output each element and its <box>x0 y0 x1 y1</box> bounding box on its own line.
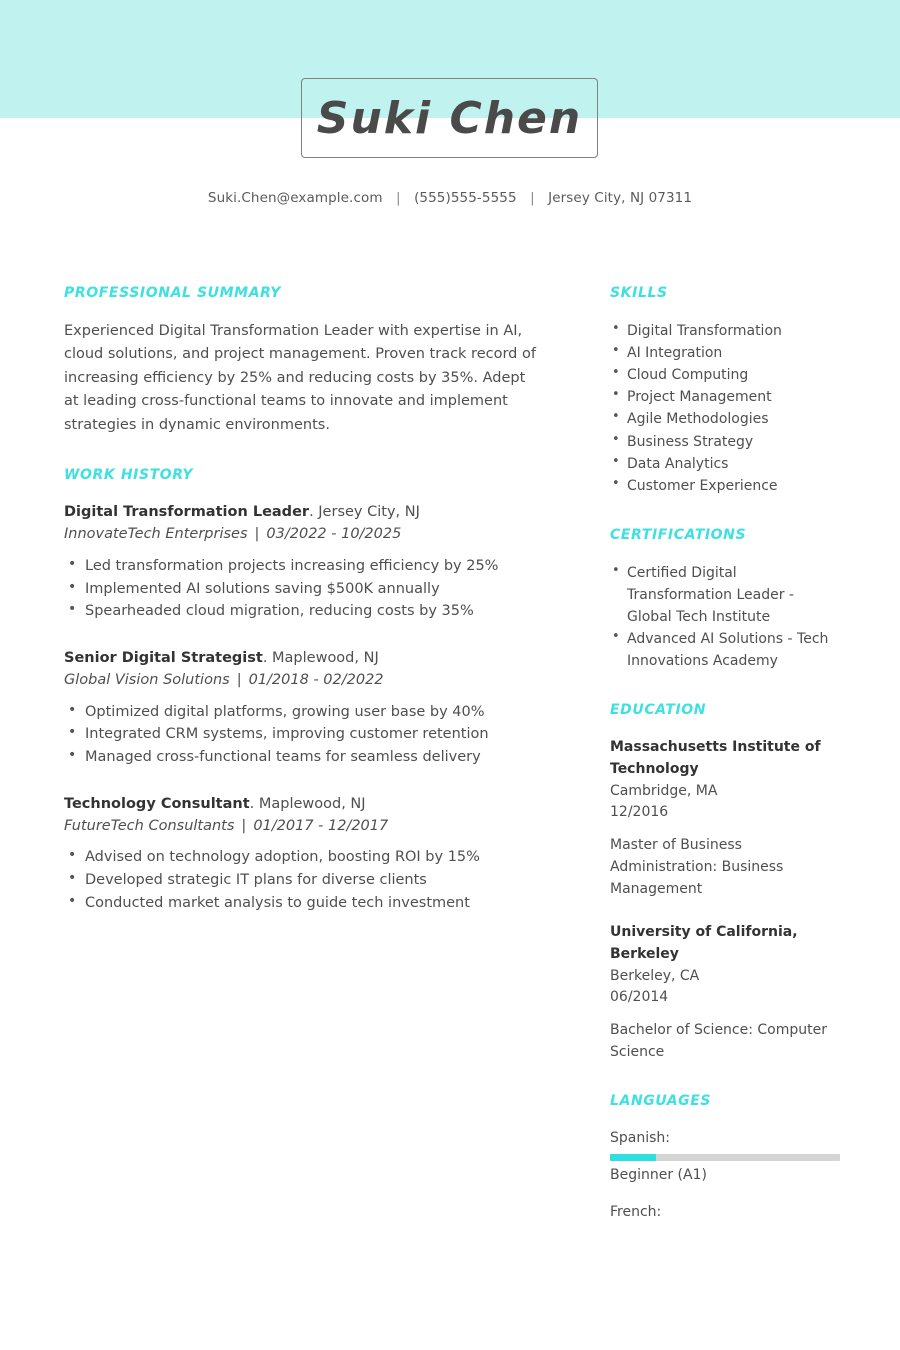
education-location: Cambridge, MA <box>610 782 718 799</box>
job-entry <box>64 502 544 623</box>
skill-item: • Project Management <box>610 386 842 408</box>
job-bullet: • Led transformation projects increasing efficiency by 25% <box>64 555 544 578</box>
language-entry <box>610 1128 842 1186</box>
contact-separator-2: | <box>530 190 535 206</box>
job-dates: 03/2022 - 10/2025 <box>266 526 402 543</box>
job-bullet: • Implemented AI solutions saving $500K annually <box>64 578 544 601</box>
section-languages <box>610 1093 842 1223</box>
job-bullets <box>64 846 544 914</box>
right-column <box>610 285 842 1239</box>
job-company: Global Vision Solutions <box>64 671 230 688</box>
job-header <box>64 502 544 524</box>
contact-email: Suki.Chen@example.com <box>207 190 383 206</box>
job-bullet: • Managed cross-functional teams for seamless delivery <box>64 746 544 769</box>
skill-item: • Data Analytics <box>610 453 842 475</box>
section-heading-summary: PROFESSIONAL SUMMARY <box>64 285 281 301</box>
job-entry <box>64 794 544 915</box>
contact-separator-1: | <box>396 190 401 206</box>
job-location: . Jersey City, NJ <box>309 504 420 521</box>
language-name: French: <box>610 1204 662 1221</box>
job-separator: | <box>241 817 247 834</box>
contact-phone: (555)555-5555 <box>414 190 517 206</box>
job-subheader <box>64 670 544 692</box>
language-proficiency-bar <box>610 1154 840 1161</box>
education-degree: Master of Business Administration: Business Management <box>610 837 784 897</box>
section-skills <box>610 285 842 497</box>
section-heading-certifications: CERTIFICATIONS <box>610 526 747 543</box>
education-date: 12/2016 <box>610 804 669 821</box>
job-bullet: • Optimized digital platforms, growing user base by 40% <box>64 701 544 724</box>
job-company: FutureTech Consultants <box>64 817 235 834</box>
job-bullet: • Spearheaded cloud migration, reducing costs by 35% <box>64 600 544 623</box>
job-location: . Maplewood, NJ <box>262 650 379 667</box>
job-bullet: • Conducted market analysis to guide tech investment <box>64 892 544 915</box>
certifications-list <box>610 562 842 673</box>
section-education <box>610 702 842 1063</box>
left-column <box>64 285 544 915</box>
job-title: Technology Consultant <box>64 795 250 812</box>
section-heading-skills: SKILLS <box>610 285 668 301</box>
job-bullets <box>64 555 544 623</box>
contact-location: Jersey City, NJ 07311 <box>548 190 693 206</box>
education-entry <box>610 737 842 900</box>
summary-text: Experienced Digital Transformation Leader with expertise in AI, cloud solutions, and project management. Proven track record of increasing efficiency by 25% and reducing costs by 35%. Adept at leading cross-functional teams to innovate and implement strategies in dynamic environments. <box>64 323 536 433</box>
job-subheader <box>64 524 544 546</box>
candidate-name: Suki Chen <box>316 92 583 144</box>
job-dates: 01/2018 - 02/2022 <box>248 671 384 688</box>
skill-item: • Agile Methodologies <box>610 408 842 430</box>
job-separator: | <box>254 526 260 543</box>
skill-item: • Business Strategy <box>610 431 842 453</box>
language-name: Spanish: <box>610 1130 670 1147</box>
job-header <box>64 794 544 816</box>
section-certifications <box>610 527 842 673</box>
language-proficiency-fill <box>610 1154 656 1161</box>
job-header <box>64 648 544 670</box>
skill-item: • Digital Transformation <box>610 320 842 342</box>
language-entry <box>610 1202 842 1223</box>
skill-item: • Customer Experience <box>610 475 842 497</box>
job-location: . Maplewood, NJ <box>249 795 366 812</box>
section-work-history <box>64 467 544 914</box>
education-date: 06/2014 <box>610 989 669 1006</box>
education-school: University of California, Berkeley <box>610 924 798 962</box>
job-bullet: • Integrated CRM systems, improving customer retention <box>64 723 544 746</box>
contact-line <box>0 190 900 206</box>
section-professional-summary <box>64 285 544 437</box>
job-title: Senior Digital Strategist <box>64 650 263 667</box>
job-dates: 01/2017 - 12/2017 <box>253 817 389 834</box>
skills-list <box>610 320 842 497</box>
job-bullet: • Advised on technology adoption, boosting ROI by 15% <box>64 846 544 869</box>
section-heading-work-history: WORK HISTORY <box>64 467 194 484</box>
job-bullets <box>64 701 544 769</box>
job-subheader <box>64 816 544 838</box>
job-bullet: • Developed strategic IT plans for diverse clients <box>64 869 544 892</box>
job-entry <box>64 648 544 769</box>
education-school: Massachusetts Institute of Technology <box>610 739 821 778</box>
education-location: Berkeley, CA <box>610 967 700 984</box>
section-heading-languages: LANGUAGES <box>610 1093 712 1110</box>
job-separator: | <box>236 671 242 688</box>
certification-item: • Advanced AI Solutions - Tech Innovations Academy <box>610 628 842 672</box>
job-title: Digital Transformation Leader <box>64 504 310 521</box>
skill-item: • AI Integration <box>610 342 842 364</box>
job-company: InnovateTech Enterprises <box>64 526 248 543</box>
skill-item: • Cloud Computing <box>610 364 842 386</box>
education-degree: Bachelor of Science: Computer Science <box>610 1021 828 1060</box>
education-entry <box>610 922 842 1063</box>
language-level: Beginner (A1) <box>610 1167 707 1184</box>
certification-item: • Certified Digital Transformation Leader - Global Tech Institute <box>610 562 842 628</box>
section-heading-education: EDUCATION <box>610 702 707 719</box>
name-box <box>301 78 598 158</box>
